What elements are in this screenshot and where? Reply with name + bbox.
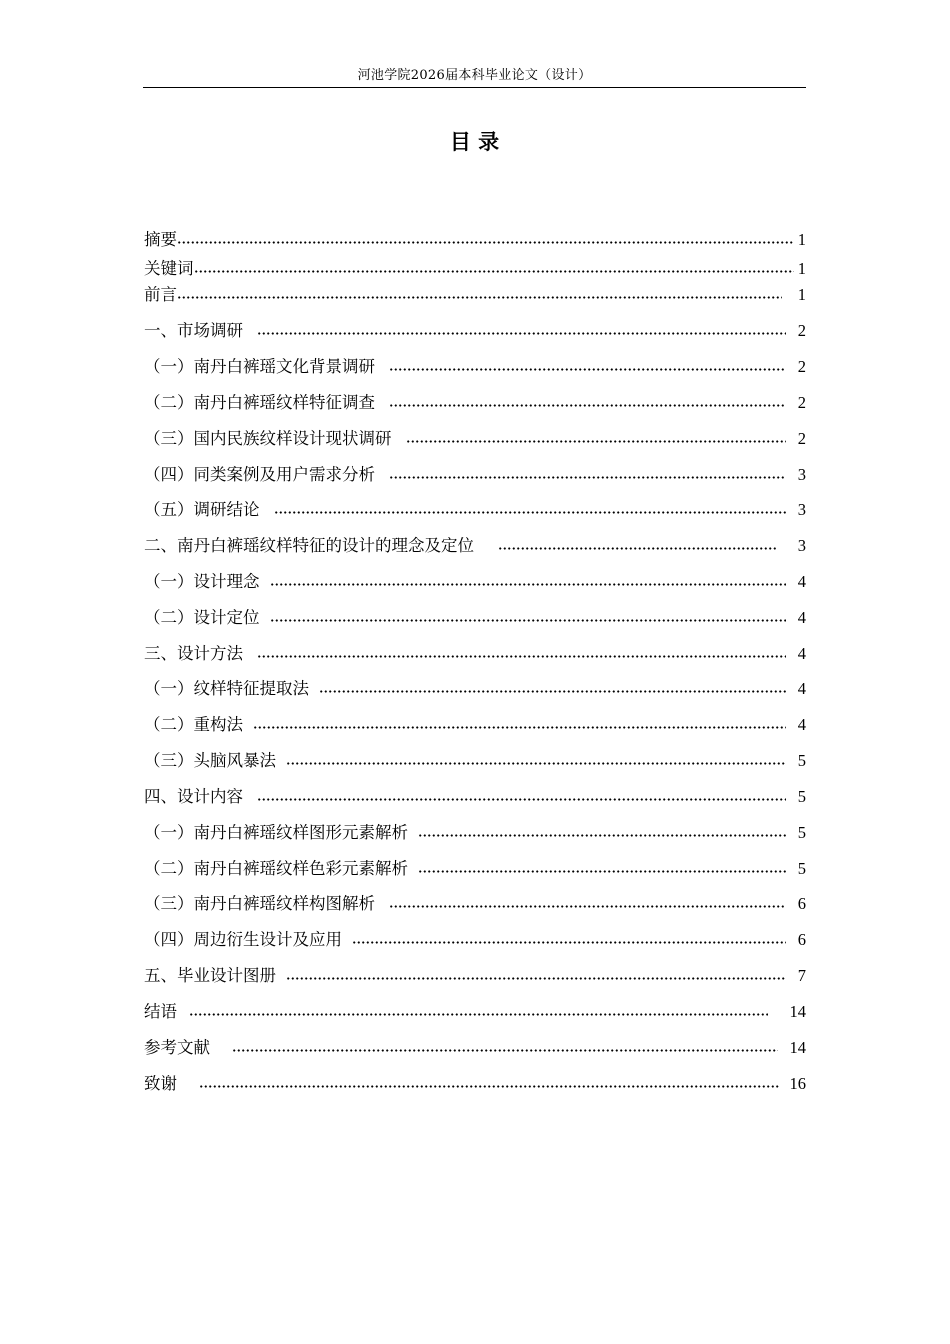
toc-entry-label: 五、毕业设计图册 (144, 966, 276, 985)
toc-dot-leader (418, 857, 786, 881)
toc-page-number: 4 (797, 572, 806, 591)
toc-page-number: 1 (797, 285, 806, 304)
toc-entry-label: （二）南丹白裤瑶纹样特征调查 (144, 393, 375, 412)
toc-title: 目 录 (449, 130, 500, 154)
toc-dot-leader (286, 964, 786, 988)
toc-entry-label: （三）南丹白裤瑶纹样构图解析 (144, 894, 375, 913)
toc-entry-label: （三）头脑风暴法 (144, 751, 276, 770)
toc-page-number: 6 (797, 930, 806, 949)
toc-entry[interactable] (144, 319, 806, 343)
toc-entry-label: 四、设计内容 (144, 787, 243, 806)
toc-dot-leader (286, 749, 786, 773)
toc-dot-leader (274, 498, 787, 522)
toc-page-number: 5 (797, 787, 806, 806)
toc-list (144, 0, 806, 1120)
toc-page-number: 5 (797, 751, 806, 770)
toc-dot-leader (418, 821, 786, 845)
toc-dot-leader (194, 257, 795, 281)
toc-entry-label: （一）南丹白裤瑶纹样图形元素解析 (144, 823, 408, 842)
toc-page-number: 7 (797, 966, 806, 985)
toc-dot-leader (232, 1036, 778, 1060)
toc-dot-leader (189, 1000, 768, 1024)
toc-entry[interactable] (144, 606, 806, 630)
toc-entry-label: （一）设计理念 (144, 572, 260, 591)
toc-page-number: 1 (797, 259, 806, 278)
toc-entry[interactable] (144, 498, 806, 522)
toc-page-number: 4 (797, 644, 806, 663)
toc-entry-label: 一、市场调研 (144, 321, 243, 340)
toc-dot-leader (389, 892, 786, 916)
toc-page-number: 3 (797, 500, 806, 519)
toc-entry[interactable] (144, 821, 806, 845)
toc-entry-label: 结语 (144, 1002, 177, 1021)
toc-entry-label: 二、南丹白裤瑶纹样特征的设计的理念及定位 (144, 536, 474, 555)
toc-dot-leader (498, 534, 776, 558)
toc-entry[interactable] (144, 642, 806, 666)
toc-entry[interactable] (144, 463, 806, 487)
toc-entry-label: （四）同类案例及用户需求分析 (144, 465, 375, 484)
toc-entry[interactable] (144, 677, 806, 701)
toc-entry[interactable] (144, 1036, 806, 1060)
toc-entry-label: （四）周边衍生设计及应用 (144, 930, 342, 949)
toc-entry[interactable] (144, 892, 806, 916)
toc-dot-leader (389, 355, 786, 379)
toc-entry[interactable] (144, 857, 806, 881)
toc-dot-leader (270, 570, 787, 594)
toc-entry-label: 参考文献 (144, 1038, 210, 1057)
toc-page-number: 4 (797, 679, 806, 698)
toc-dot-leader (257, 319, 786, 343)
toc-entry[interactable] (144, 427, 806, 451)
toc-entry[interactable] (144, 713, 806, 737)
toc-page-number: 5 (797, 859, 806, 878)
toc-entry[interactable] (144, 257, 806, 281)
toc-dot-leader (253, 713, 786, 737)
toc-page-number: 14 (789, 1002, 806, 1021)
toc-entry-label: （一）南丹白裤瑶文化背景调研 (144, 357, 375, 376)
toc-dot-leader (257, 785, 786, 809)
toc-dot-leader (177, 228, 794, 252)
toc-entry-label: （二）南丹白裤瑶纹样色彩元素解析 (144, 859, 408, 878)
toc-entry[interactable] (144, 228, 806, 252)
toc-dot-leader (406, 427, 787, 451)
toc-entry[interactable] (144, 785, 806, 809)
toc-dot-leader (319, 677, 786, 701)
toc-dot-leader (199, 1072, 780, 1096)
toc-entry-label: （五）调研结论 (144, 500, 260, 519)
toc-entry[interactable] (144, 964, 806, 988)
toc-entry-label: 三、设计方法 (144, 644, 243, 663)
toc-page-number: 4 (797, 715, 806, 734)
toc-page-number: 1 (797, 230, 806, 249)
page-header: 河池学院2026届本科毕业论文（设计） (357, 68, 592, 83)
toc-dot-leader (177, 283, 782, 307)
toc-page-number: 2 (797, 321, 806, 340)
toc-dot-leader (270, 606, 787, 630)
toc-page-number: 4 (797, 608, 806, 627)
toc-page-number: 2 (797, 357, 806, 376)
toc-dot-leader (389, 391, 786, 415)
toc-entry[interactable] (144, 570, 806, 594)
toc-page-number: 3 (797, 465, 806, 484)
toc-entry[interactable] (144, 355, 806, 379)
toc-entry[interactable] (144, 928, 806, 952)
toc-entry[interactable] (144, 1072, 806, 1096)
toc-page-number: 3 (797, 536, 806, 555)
toc-entry[interactable] (144, 749, 806, 773)
toc-page-number: 2 (797, 393, 806, 412)
toc-entry-label: 致谢 (144, 1074, 177, 1093)
toc-dot-leader (389, 463, 786, 487)
toc-entry-label: （二）设计定位 (144, 608, 260, 627)
toc-entry[interactable] (144, 534, 806, 558)
toc-page-number: 16 (789, 1074, 806, 1093)
toc-entry-label: 摘要 (144, 230, 177, 249)
toc-entry-label: 关键词 (144, 259, 194, 278)
toc-page-number: 6 (797, 894, 806, 913)
toc-dot-leader (352, 928, 786, 952)
toc-entry[interactable] (144, 283, 806, 307)
toc-entry[interactable] (144, 391, 806, 415)
toc-entry-label: （三）国内民族纹样设计现状调研 (144, 429, 392, 448)
toc-entry-label: （一）纹样特征提取法 (144, 679, 309, 698)
toc-page-number: 14 (789, 1038, 806, 1057)
toc-entry-label: （二）重构法 (144, 715, 243, 734)
toc-page-number: 2 (797, 429, 806, 448)
toc-entry-label: 前言 (144, 285, 177, 304)
toc-entry[interactable] (144, 1000, 806, 1024)
toc-page-number: 5 (797, 823, 806, 842)
toc-dot-leader (257, 642, 786, 666)
